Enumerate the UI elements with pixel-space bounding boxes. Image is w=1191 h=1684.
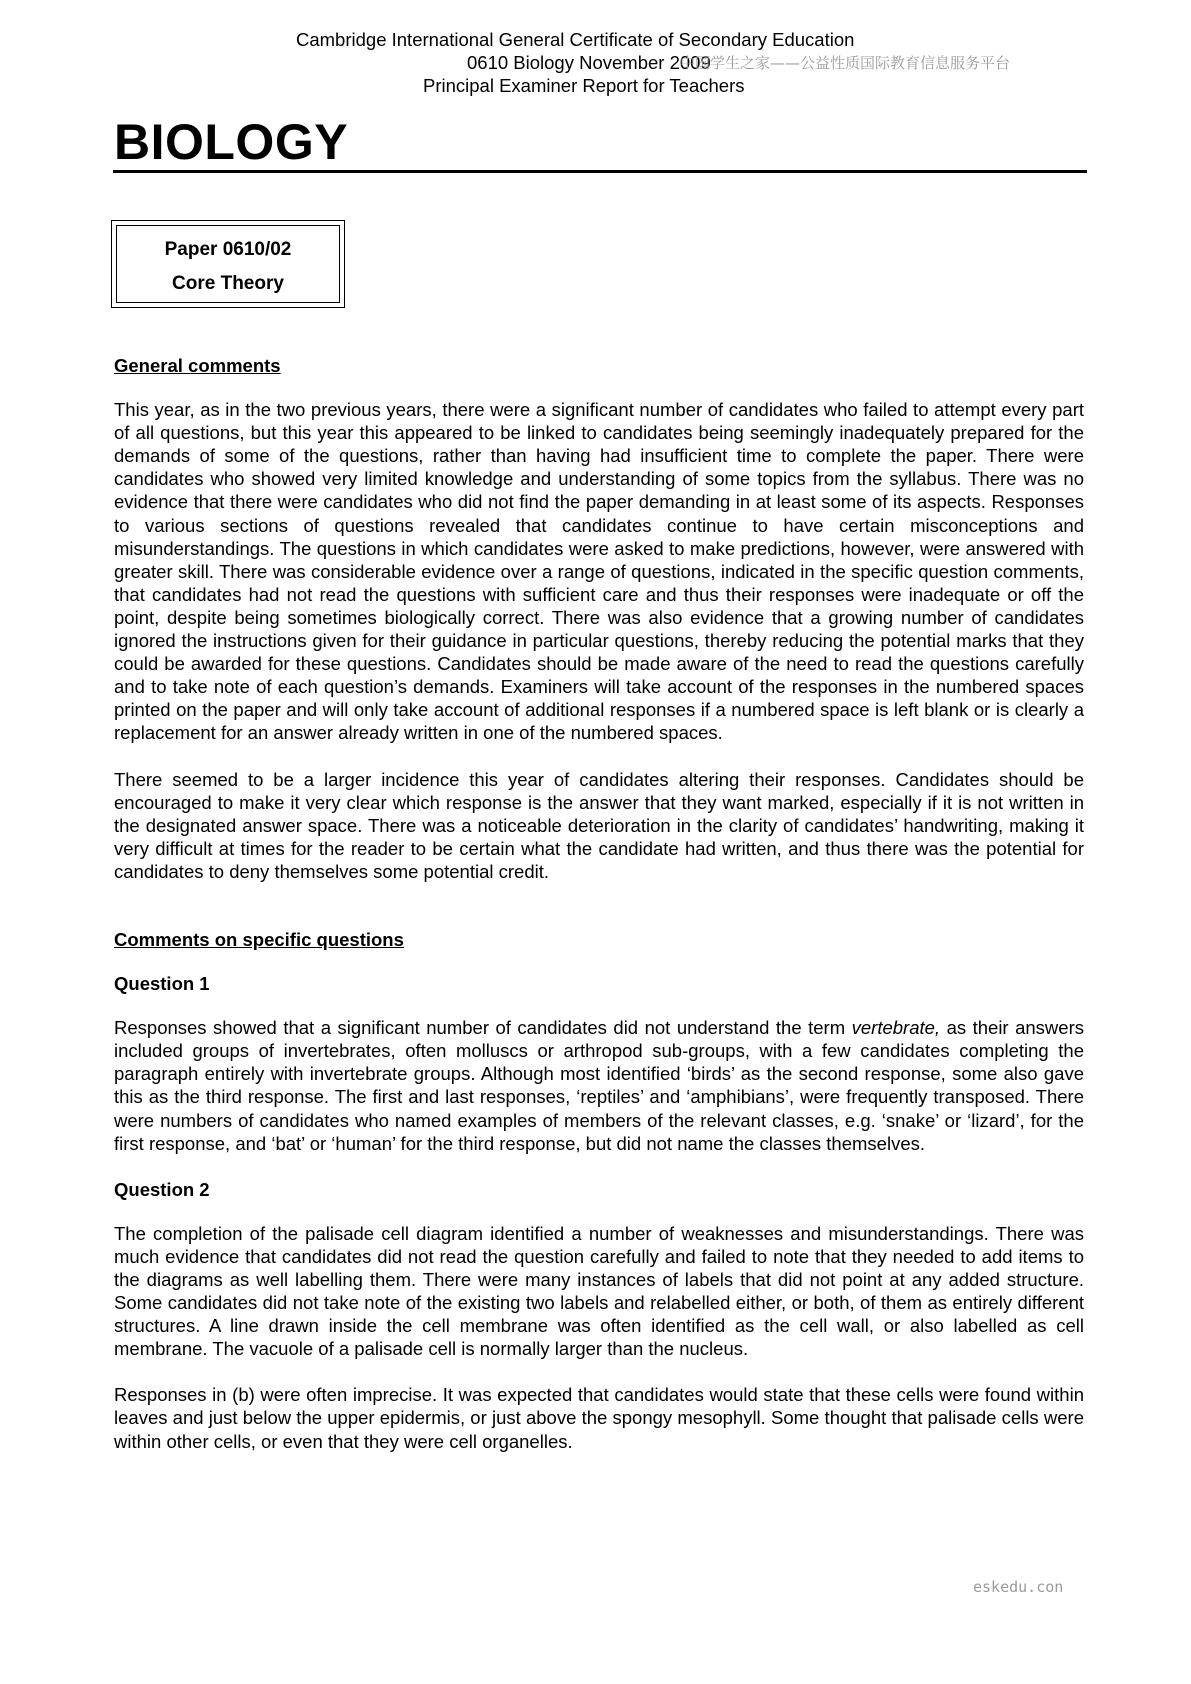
paper-info-box-inner: [116, 225, 340, 303]
paper-code: Paper 0610/02: [164, 239, 292, 260]
question-1-paragraph: [114, 1016, 1084, 1155]
report-content: [114, 354, 1084, 1453]
question-1-heading: Question 1: [114, 973, 210, 995]
paper-name: Core Theory: [172, 273, 284, 294]
header-syllabus-session: 0610 Biology November 2009: [467, 52, 711, 73]
question-1-text-after: as their answers included groups of invertebrates, often molluscs or arthropod sub-groups, with a few candidates completing the paragraph entirely with invertebrate groups. Although most identified ‘birds’ as the second response, some also gave this as the third response. The first and last responses, ‘reptiles’ and ‘amphibians’, were frequently transposed. There were numbers of candidates who named examples of members of the relevant classes, e.g. ‘snake’ or ‘lizard’, for the first response, and ‘bat’ or ‘human’ for the third response, but did not name the classes themselves.: [114, 1017, 1084, 1154]
question-1-term: vertebrate,: [851, 1017, 941, 1039]
paper-info-box: [111, 220, 345, 308]
general-comments-paragraph-1: This year, as in the two previous years, there were a significant number of candidates who failed to attempt every part of all questions, but this year this appeared to be linked to candidates being seemingly inadequately prepared for the demands of some of the questions, rather than having had insufficient time to complete the paper. There were candidates who showed very limited knowledge and understanding of some topics from the syllabus. There was no evidence that there were candidates who did not find the paper demanding in at least some of its aspects. Responses to various sections of questions revealed that candidates continue to have certain misconceptions and misunderstandings. The questions in which candidates were asked to make predictions, however, were answered with greater skill. There was considerable evidence over a range of questions, indicated in the specific question comments, that candidates had not read the questions with sufficient care and thus their responses were inadequate or off the point, despite being sometimes biologically correct. There was also evidence that a growing number of candidates ignored the instructions given for their guidance in particular questions, thereby reducing the potential marks that they could be awarded for these questions. Candidates should be made aware of the need to read the questions carefully and to take note of each question’s demands. Examiners will take account of the responses in the numbered spaces printed on the paper and will only take account of additional responses if a numbered space is left blank or is clearly a replacement for an answer already written in one of the numbered spaces.: [114, 399, 1084, 744]
specific-comments-heading: Comments on specific questions: [114, 928, 404, 950]
watermark-text: 中国学生之家——公益性质国际教育信息服务平台: [680, 54, 1011, 72]
header-report-type: Principal Examiner Report for Teachers: [423, 75, 745, 96]
question-2-paragraph-1: The completion of the palisade cell diagram identified a number of weaknesses and misunderstandings. There was much evidence that candidates did not read the question carefully and failed to note that they needed to add items to the diagrams as well labelling them. There were many instances of labels that did not point at any added structure. Some candidates did not take note of the existing two labels and relabelled either, or both, of them as entirely different structures. A line drawn inside the cell membrane was often identified as the cell wall, or also labelled as cell membrane. The vacuole of a palisade cell is normally larger than the nucleus.: [114, 1222, 1084, 1360]
question-1-text-before: Responses showed that a significant number of candidates did not understand the term: [114, 1017, 852, 1039]
title-divider: [113, 170, 1087, 173]
general-comments-heading: General comments: [114, 355, 281, 376]
question-2-heading: Question 2: [114, 1178, 210, 1200]
footer-watermark: eskedu.con: [973, 1578, 1064, 1596]
header-qualification: Cambridge International General Certificate of Secondary Education: [296, 29, 855, 50]
subject-title: BIOLOGY: [114, 114, 349, 170]
question-2-paragraph-2: Responses in (b) were often imprecise. It was expected that candidates would state that these cells were found within leaves and just below the upper epidermis, or just above the spongy mesophyll. Some thought that palisade cells were within other cells, or even that they were cell organelles.: [114, 1384, 1084, 1452]
general-comments-paragraph-2: There seemed to be a larger incidence this year of candidates altering their responses. Candidates should be encouraged to make it very clear which response is the answer that they want marked, especially if it is not written in the designated answer space. There was a noticeable deterioration in the clarity of candidates’ handwriting, making it very difficult at times for the reader to be certain what the candidate had written, and thus there was the potential for candidates to deny themselves some potential credit.: [114, 768, 1084, 882]
